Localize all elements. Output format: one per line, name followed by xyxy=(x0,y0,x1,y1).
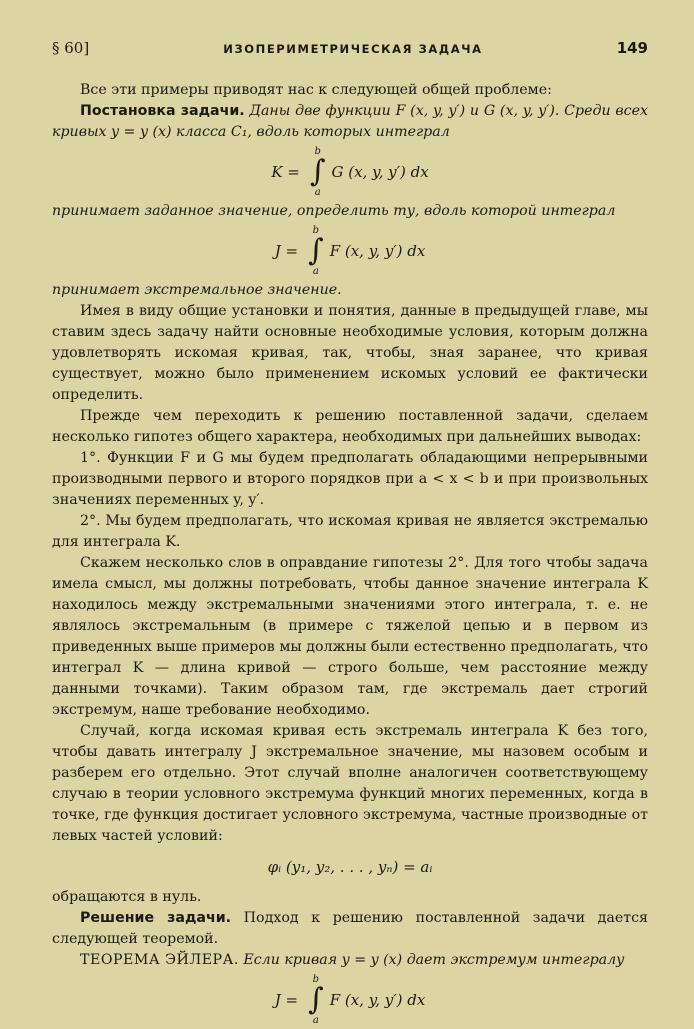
upper-limit: b xyxy=(312,225,320,236)
solution-heading: Решение задачи. xyxy=(80,910,232,926)
paragraph-condition: принимает заданное значение, определить ту, вдоль которой интеграл xyxy=(52,203,616,219)
integral-symbol: ∫ xyxy=(308,233,324,268)
theorem-heading: ТЕОРЕМА ЭЙЛЕРА. xyxy=(80,952,239,968)
integral-sign xyxy=(310,146,326,198)
paragraph-extremum: принимает экстремальное значение. xyxy=(52,282,342,298)
paragraph-problem-statement xyxy=(52,101,648,143)
formula-j-euler-lhs: J = xyxy=(274,990,299,1009)
solution-text: Подход к решению поставленной задачи дается следующей теоремой. xyxy=(52,910,648,947)
formula-j-euler xyxy=(52,971,648,1029)
paragraph-special-case: Случай, когда искомая кривая есть экстремаль интеграла K без того, чтобы давать интегралу J экстремальное значение, мы назовем особым и разберем его отдельно. Этот случай вполне аналогичен соответствующему случаю в теории условного экстремума функций многих переменных, когда в точке, где функция достигает условного экстремума, частные производные от левых частей условий: xyxy=(52,723,648,844)
page-number: 149 xyxy=(616,39,648,57)
integral-sign xyxy=(308,974,324,1026)
lower-limit: a xyxy=(312,266,319,277)
formula-k-body: G (x, y, y′) dx xyxy=(331,162,429,181)
integral-symbol: ∫ xyxy=(309,154,326,189)
formula-k xyxy=(52,143,648,201)
running-title: ИЗОПЕРИМЕТРИЧЕСКАЯ ЗАДАЧА xyxy=(223,42,483,56)
paragraph-setting: Имея в виду общие установки и понятия, данные в предыдущей главе, мы ставим здесь задачу найти основные необходимые условия, которым должна удовлетворять искомая кривая, так, чтобы, зная заранее, что кривая существует, можно было применением искомых условий ее фактически определить. xyxy=(52,303,648,403)
hypothesis-2: 2°. Мы будем предполагать, что искомая кривая не является экстремалью для интеграла K. xyxy=(52,513,648,550)
hypothesis-1: 1°. Функции F и G мы будем предполагать обладающими непрерывными производными первого и второго порядков при a < x < b и при произвольных значениях переменных y, y′. xyxy=(52,450,648,508)
formula-phi-text: φᵢ (y₁, y₂, . . . , yₙ) = aᵢ xyxy=(267,857,433,876)
upper-limit: b xyxy=(312,974,320,985)
integral-symbol: ∫ xyxy=(308,982,324,1017)
paragraph-vanish: обращаются в нуль. xyxy=(52,889,202,905)
formula-j-body: F (x, y, y′) dx xyxy=(329,241,426,260)
upper-limit: b xyxy=(314,146,321,157)
formula-k-lhs: K = xyxy=(271,162,300,181)
lower-limit: a xyxy=(314,187,321,198)
paragraph-solution xyxy=(52,908,648,950)
integral-sign xyxy=(308,225,324,277)
lower-limit: a xyxy=(312,1015,319,1026)
formula-phi xyxy=(52,847,648,887)
formula-j xyxy=(52,222,648,280)
paragraph-justification: Скажем несколько слов в оправдание гипотезы 2°. Для того чтобы задача имела смысл, мы должны потребовать, чтобы данное значение интеграла K находилось между экстремальными значениями этого интеграла, т. е. не являлось экстремальным (в примере с тяжелой цепью и в первом из приведенных выше примеров мы должны были естественно предполагать, что интеграл K — длина кривой — строго больше, чем расстояние между данными точками). Таким образом там, где экстремаль дает строгий экстремум, наше требование необходимо. xyxy=(52,555,648,718)
theorem-text: Если кривая y = y (x) дает экстремум интегралу xyxy=(238,952,625,968)
paragraph-theorem xyxy=(52,950,648,971)
paragraph-hypotheses: Прежде чем переходить к решению поставленной задачи, сделаем несколько гипотез общего характера, необходимых при дальнейших выводах: xyxy=(52,408,648,445)
formula-j-lhs: J = xyxy=(274,241,299,260)
problem-heading: Постановка задачи. xyxy=(80,103,245,119)
section-number: § 60] xyxy=(52,39,90,57)
running-header xyxy=(52,38,648,68)
problem-text: Даны две функции F (x, y, y′) и G (x, y, y′). Среди всех кривых y = y (x) класса C₁, вдоль которых интеграл xyxy=(52,103,648,140)
paragraph-intro: Все эти примеры приводят нас к следующей общей проблеме: xyxy=(80,82,552,98)
formula-j-euler-body: F (x, y, y′) dx xyxy=(329,990,426,1009)
